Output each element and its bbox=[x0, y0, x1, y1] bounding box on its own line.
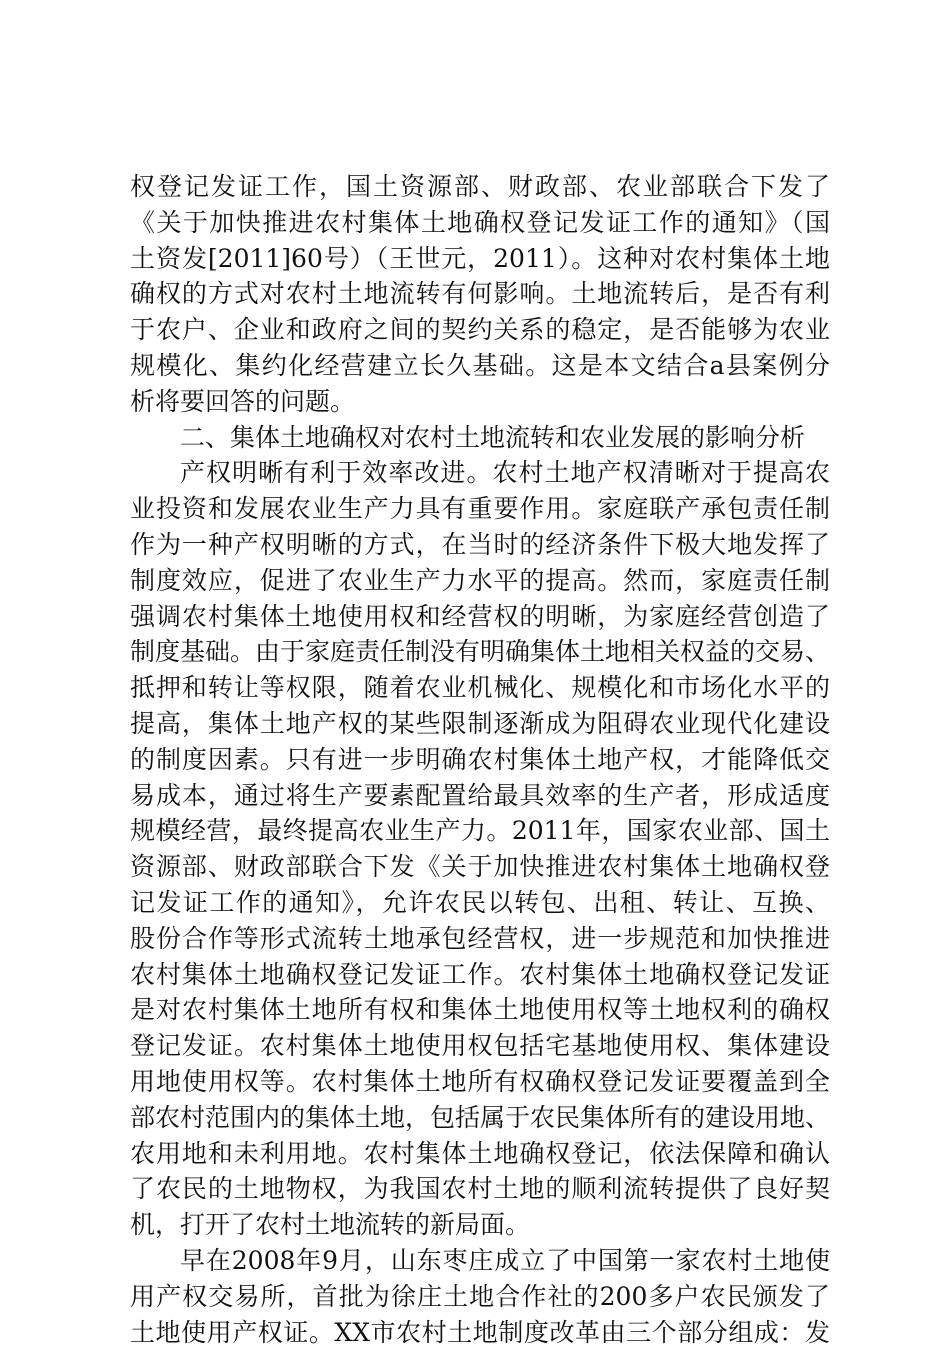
text-line: 权登记发证工作，国土资源部、财政部、农业部联合下发了 bbox=[130, 169, 830, 205]
text-line: 确权的方式对农村土地流转有何影响。土地流转后，是否有利 bbox=[130, 276, 830, 312]
text-line: 规模经营，最终提高农业生产力。2011年，国家农业部、国土 bbox=[130, 813, 830, 849]
text-line: 规模化、集约化经营建立长久基础。这是本文结合a县案例分 bbox=[130, 348, 830, 384]
section-heading: 二、集体土地确权对农村土地流转和农业发展的影响分析 bbox=[130, 420, 830, 456]
text-line: 的制度因素。只有进一步明确农村集体土地产权，才能降低交 bbox=[130, 742, 830, 778]
text-line: 《关于加快推进农村集体土地确权登记发证工作的通知》（国 bbox=[130, 205, 830, 241]
text-line: 抵押和转让等权限，随着农业机械化、规模化和市场化水平的 bbox=[130, 670, 830, 706]
body-text bbox=[130, 169, 830, 1350]
text-line: 登记发证。农村集体土地使用权包括宅基地使用权、集体建设 bbox=[130, 1028, 830, 1064]
text-line: 农村集体土地确权登记发证工作。农村集体土地确权登记发证 bbox=[130, 957, 830, 993]
text-line: 土地使用产权证。XX市农村土地制度改革由三个部分组成：发 bbox=[130, 1315, 830, 1350]
text-line: 于农户、企业和政府之间的契约关系的稳定，是否能够为农业 bbox=[130, 312, 830, 348]
text-line: 产权明晰有利于效率改进。农村土地产权清晰对于提高农 bbox=[130, 455, 830, 491]
text-line: 记发证工作的通知》，允许农民以转包、出租、转让、互换、 bbox=[130, 885, 830, 921]
text-line: 提高，集体土地产权的某些限制逐渐成为阻碍农业现代化建设 bbox=[130, 706, 830, 742]
text-line: 机，打开了农村土地流转的新局面。 bbox=[130, 1207, 830, 1243]
text-line: 强调农村集体土地使用权和经营权的明晰，为家庭经营创造了 bbox=[130, 599, 830, 635]
text-line: 易成本，通过将生产要素配置给最具效率的生产者，形成适度 bbox=[130, 778, 830, 814]
text-line: 析将要回答的问题。 bbox=[130, 384, 830, 420]
text-line: 用地使用权等。农村集体土地所有权确权登记发证要覆盖到全 bbox=[130, 1064, 830, 1100]
text-line: 资源部、财政部联合下发《关于加快推进农村集体土地确权登 bbox=[130, 849, 830, 885]
text-line: 用产权交易所，首批为徐庄土地合作社的200多户农民颁发了 bbox=[130, 1279, 830, 1315]
text-line: 业投资和发展农业生产力具有重要作用。家庭联产承包责任制 bbox=[130, 491, 830, 527]
text-line: 股份合作等形式流转土地承包经营权，进一步规范和加快推进 bbox=[130, 921, 830, 957]
text-line: 作为一种产权明晰的方式，在当时的经济条件下极大地发挥了 bbox=[130, 527, 830, 563]
text-line: 制度效应，促进了农业生产力水平的提高。然而，家庭责任制 bbox=[130, 563, 830, 599]
text-line: 农用地和未利用地。农村集体土地确权登记，依法保障和确认 bbox=[130, 1136, 830, 1172]
text-line: 是对农村集体土地所有权和集体土地使用权等土地权利的确权 bbox=[130, 992, 830, 1028]
text-line: 制度基础。由于家庭责任制没有明确集体土地相关权益的交易、 bbox=[130, 634, 830, 670]
text-line: 部农村范围内的集体土地，包括属于农民集体所有的建设用地、 bbox=[130, 1100, 830, 1136]
text-line: 土资发[2011]60号）（王世元，2011）。这种对农村集体土地 bbox=[130, 241, 830, 277]
text-line: 早在2008年9月，山东枣庄成立了中国第一家农村土地使 bbox=[130, 1243, 830, 1279]
text-line: 了农民的土地物权，为我国农村土地的顺利流转提供了良好契 bbox=[130, 1171, 830, 1207]
